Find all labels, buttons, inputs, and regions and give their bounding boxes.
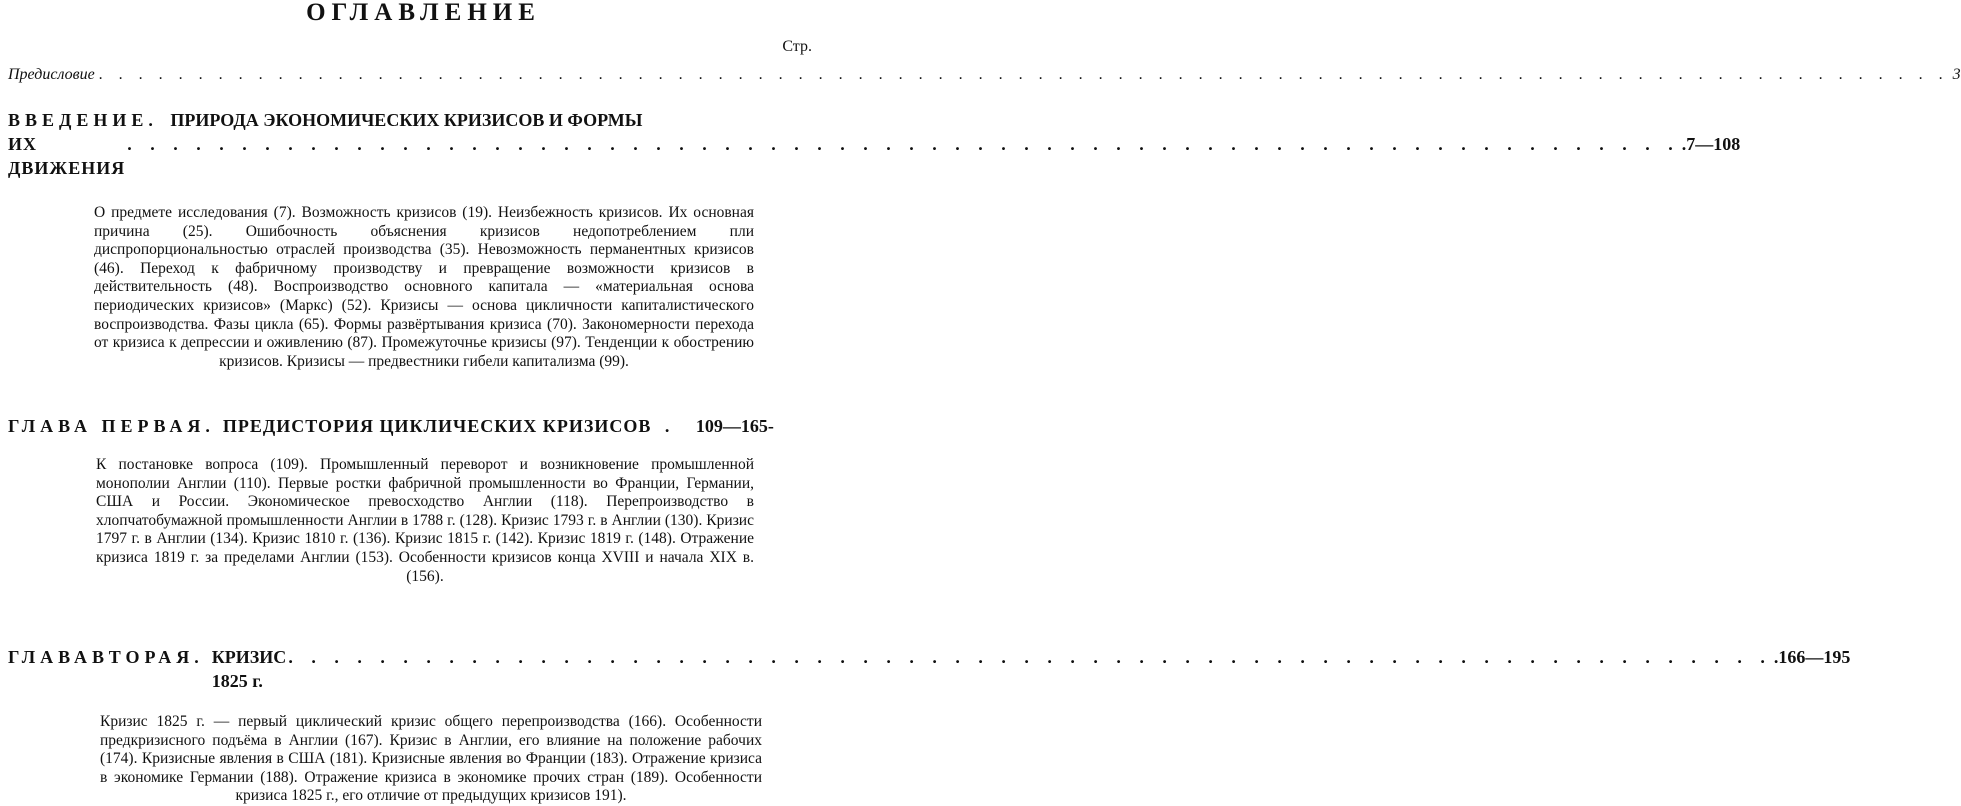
section-label: ВВЕДЕНИЕ.: [8, 110, 158, 130]
leader-dots: . . . . . . . . . . . . . . . . . . . . . . . . . . . . . . . . . . . . . . . . . . . . . . . . . . . . . . . . . . . . . . . . . . . .: [127, 134, 1680, 154]
leader-dots: .: [653, 416, 688, 436]
section-summary: Кризис 1825 г. — первый циклический кризис общего перепроизводства (166). Особенности предкризисного подъёма в Англии (167). Кризис в Англии, его влияние на положение рабочих (174). Кризисные явления в США (181). Кризисные явления во Франции (183). Отражение кризиса в экономике Германии (188). Отражение кризиса в экономике прочих стран (189). Особенности кризиса 1825 г., его отличие от предыдущих кризисов 191).: [100, 713, 762, 805]
section-pages: .7—108: [1681, 134, 1741, 154]
section-pages: .166—195: [1773, 647, 1851, 667]
section-title-line2: ИХ ДВИЖЕНИЯ: [8, 134, 126, 178]
section-heading: [8, 108, 1741, 180]
section-pages: 109—165-: [695, 416, 774, 436]
toc-section-introduction[interactable]: [8, 108, 1741, 371]
toc-entry-page: 3: [1952, 66, 1961, 83]
leader-dots: . . . . . . . . . . . . . . . . . . . . . . . . . . . . . . . . . . . . . . . . . . . . . . . . . . . . . . . . . . . . . . . . .: [288, 647, 1772, 667]
section-heading: [8, 645, 1851, 693]
toc-entry-preface[interactable]: [8, 66, 1961, 84]
toc-section-chapter-one[interactable]: [8, 414, 842, 586]
section-label: ГЛАВА ПЕРВАЯ.: [8, 416, 215, 436]
section-title-line1: ПРЕДИСТОРИЯ ЦИКЛИЧЕСКИХ КРИЗИСОВ: [222, 416, 652, 436]
section-title-line1: ПРИРОДА ЭКОНОМИЧЕСКИХ КРИЗИСОВ И ФОРМЫ: [170, 110, 643, 130]
section-summary: О предмете исследования (7). Возможность кризисов (19). Неизбежность кризисов. Их основная причина (25). Ошибочность объяснения кризисов недопотреблением пли диспропорциональностью отраслей производства (35). Невозможность перманентных кризисов (46). Переход к фабричному производству и превращение возможности кризисов в действительность (48). Воспроизводство основного капитала — «материальная основа периодических кризисов» (Маркс) (52). Кризисы — основа цикличности капиталистического воспроизводства. Фазы цикла (65). Формы развёртывания кризиса (70). Закономерности перехода от кризиса к депрессии и оживлению (87). Промежуточнье кризисы (97). Тенденции к обострению кризисов. Кризисы — предвестники гибели капитализма (99).: [94, 204, 754, 370]
toc-section-chapter-two[interactable]: [8, 645, 1851, 806]
leader-dots: . . . . . . . . . . . . . . . . . . . . . . . . . . . . . . . . . . . . . . . . . . . . . . . . . . . . . . . . . . . . . . . . . . . . . . . . . . . . . . . . . . . . . . . . . . . . .: [98, 66, 1949, 83]
section-summary: К постановке вопроса (109). Промышленный переворот и возникновение промышленной монополии Англии (110). Первые ростки фабричной промышленности во Франции, Германии, США и России. Экономическое превосходство Англии (118). Перепроизводство в хлопчатобумажной промышленности Англии в 1788 г. (128). Кризис 1793 г. в Англии (130). Кризис 1797 г. в Англии (134). Кризис 1810 г. (136). Кризис 1815 г. (142). Кризис 1819 г. (148). Отражение кризиса 1819 г. за пределами Англии (153). Особенности кризисов конца XVIII и начала XIX в. (156).: [96, 456, 754, 585]
section-title-line1: КРИЗИС 1825 г.: [211, 647, 287, 691]
section-heading: [8, 414, 842, 438]
section-label: ГЛАВАВТОРАЯ.: [8, 647, 204, 667]
toc-entry-label: Предисловие: [8, 66, 95, 83]
page-title: ОГЛАВЛЕНИЕ: [306, 0, 541, 26]
page-column-label: Стр.: [782, 38, 812, 55]
